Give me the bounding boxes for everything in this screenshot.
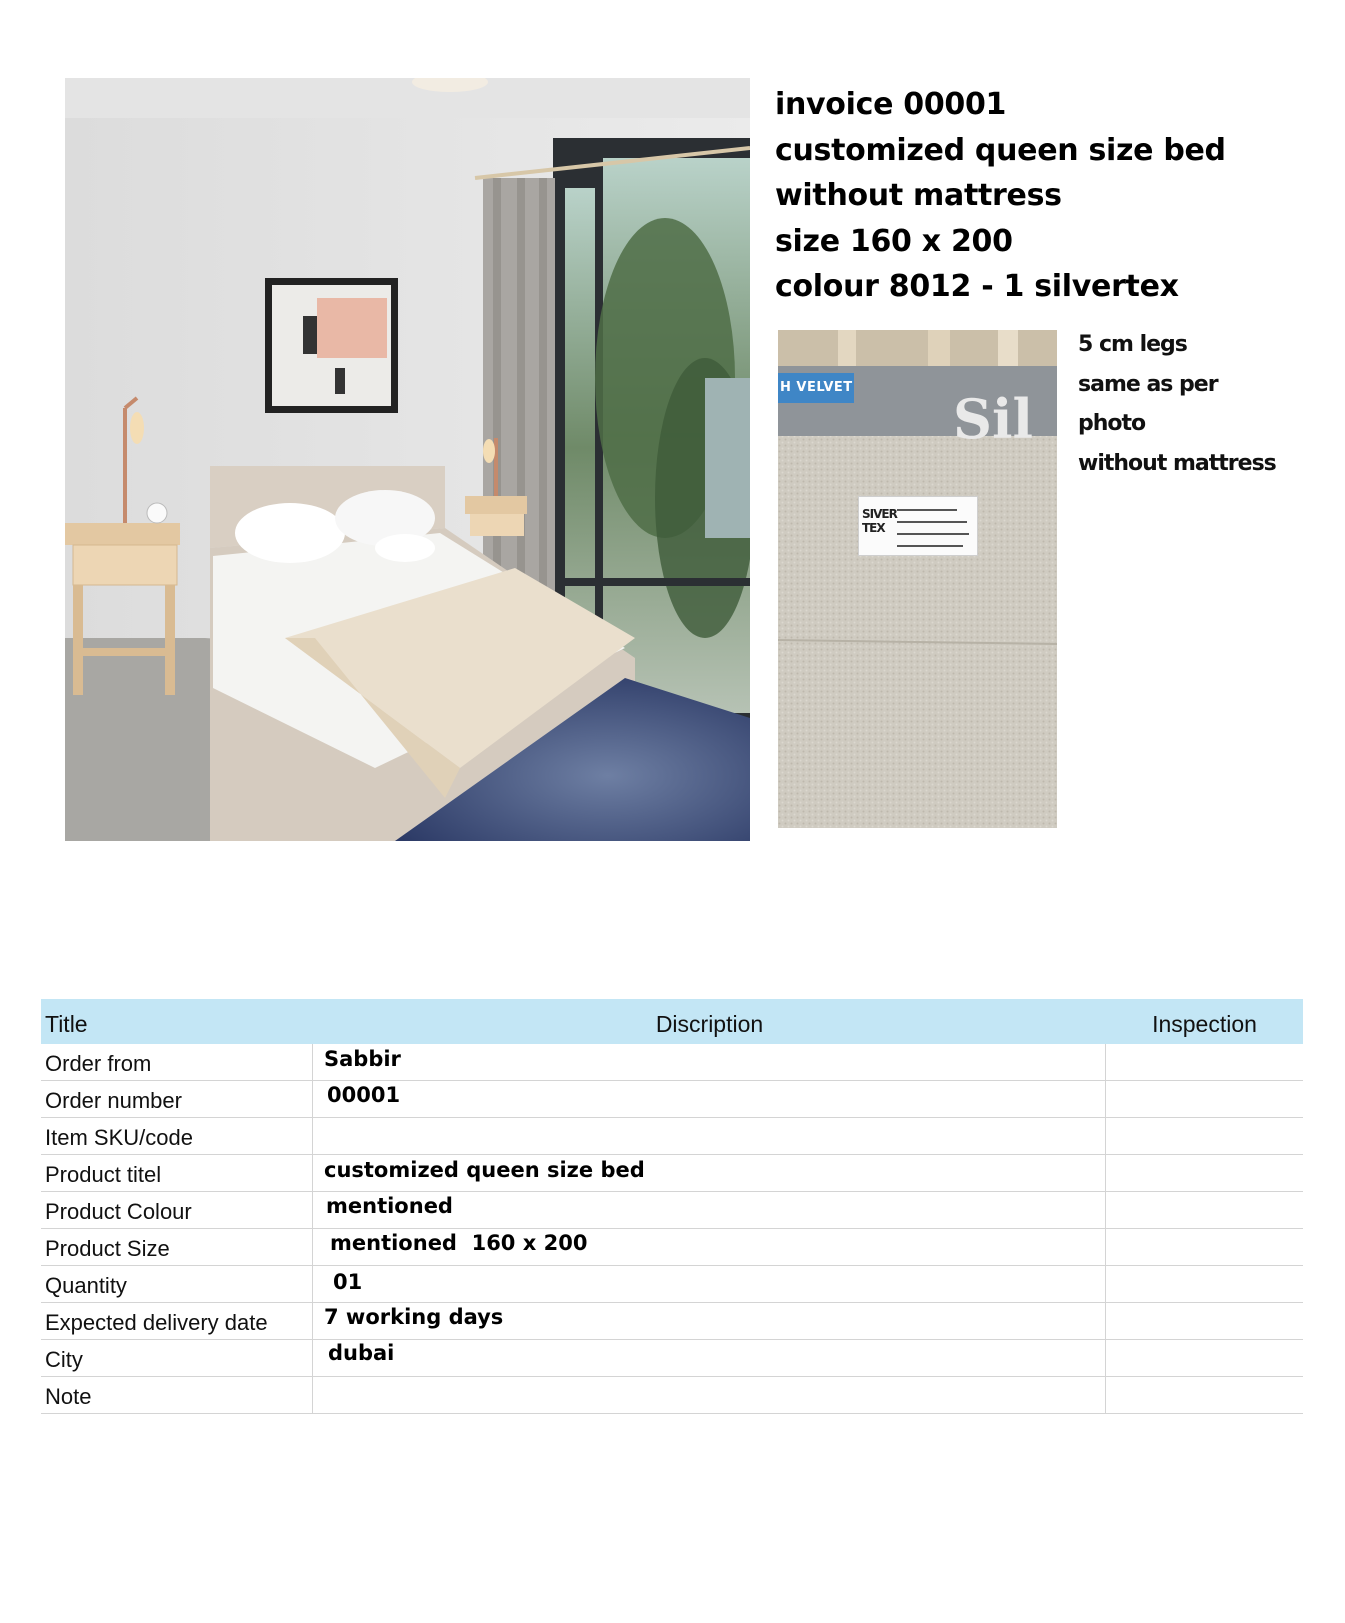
row-inspection [1106,1118,1303,1154]
note-legs: 5 cm legs [1078,332,1187,357]
note-same-as: same as per [1078,371,1218,397]
table-row [41,1340,1303,1377]
order-spec-table [41,999,1303,1414]
row-title: Item SKU/code [41,1118,313,1154]
row-inspection [1106,1081,1303,1117]
header-description: Discription [655,1011,764,1037]
invoice-product: customized queen size bed [775,132,1226,168]
table-row [41,1081,1303,1118]
table-row [41,1229,1303,1266]
care-label-logo: SIVER TEX [862,507,897,535]
table-row [41,1192,1303,1229]
invoice-number: invoice 00001 [775,87,1007,122]
row-title: Order from [41,1044,313,1080]
row-title: Product Colour [41,1192,313,1228]
row-inspection [1106,1044,1303,1080]
row-inspection [1106,1303,1303,1339]
table-row [41,1266,1303,1303]
row-title: Product titel [41,1155,313,1191]
row-description: mentioned 160 x 200 [313,1229,1106,1265]
fabric-care-label [858,496,978,556]
table-row [41,1044,1303,1081]
table-header [41,999,1303,1044]
row-description [313,1377,1106,1413]
table-row [41,1118,1303,1155]
row-title: City [41,1340,313,1376]
row-title: Order number [41,1081,313,1117]
row-inspection [1106,1155,1303,1191]
header-title: Title [45,1011,88,1037]
invoice-mattress-note: without mattress [775,178,1062,213]
row-description: customized queen size bed [313,1155,1106,1191]
row-description: 00001 [313,1081,1106,1117]
bedroom-photo [65,78,750,841]
bed-notes [1078,325,1338,483]
row-description: 7 working days [313,1303,1106,1339]
invoice-size: size 160 x 200 [775,223,1013,259]
invoice-summary [775,82,1335,310]
row-title: Quantity [41,1266,313,1302]
fabric-swatch-photo [778,330,1057,828]
note-without-mattress: without mattress [1078,450,1276,476]
row-description: Sabbir [313,1044,1106,1080]
invoice-colour: colour 8012 - 1 silvertex [775,269,1179,304]
row-title: Product Size [41,1229,313,1265]
row-description: 01 [313,1266,1106,1302]
note-photo: photo [1078,411,1146,436]
row-title: Expected delivery date [41,1303,313,1339]
row-description [313,1118,1106,1154]
header-inspection: Inspection [1152,1011,1257,1037]
swatch-brand-tag: H VELVET [778,373,854,403]
row-inspection [1106,1340,1303,1376]
table-row [41,1303,1303,1340]
table-row [41,1155,1303,1192]
row-inspection [1106,1377,1303,1413]
row-inspection [1106,1266,1303,1302]
row-inspection [1106,1229,1303,1265]
row-title: Note [41,1377,313,1413]
table-row [41,1377,1303,1414]
swatch-brand-lettering: Sil [953,387,1034,451]
row-inspection [1106,1192,1303,1228]
row-description: dubai [313,1340,1106,1376]
row-description: mentioned [313,1192,1106,1228]
